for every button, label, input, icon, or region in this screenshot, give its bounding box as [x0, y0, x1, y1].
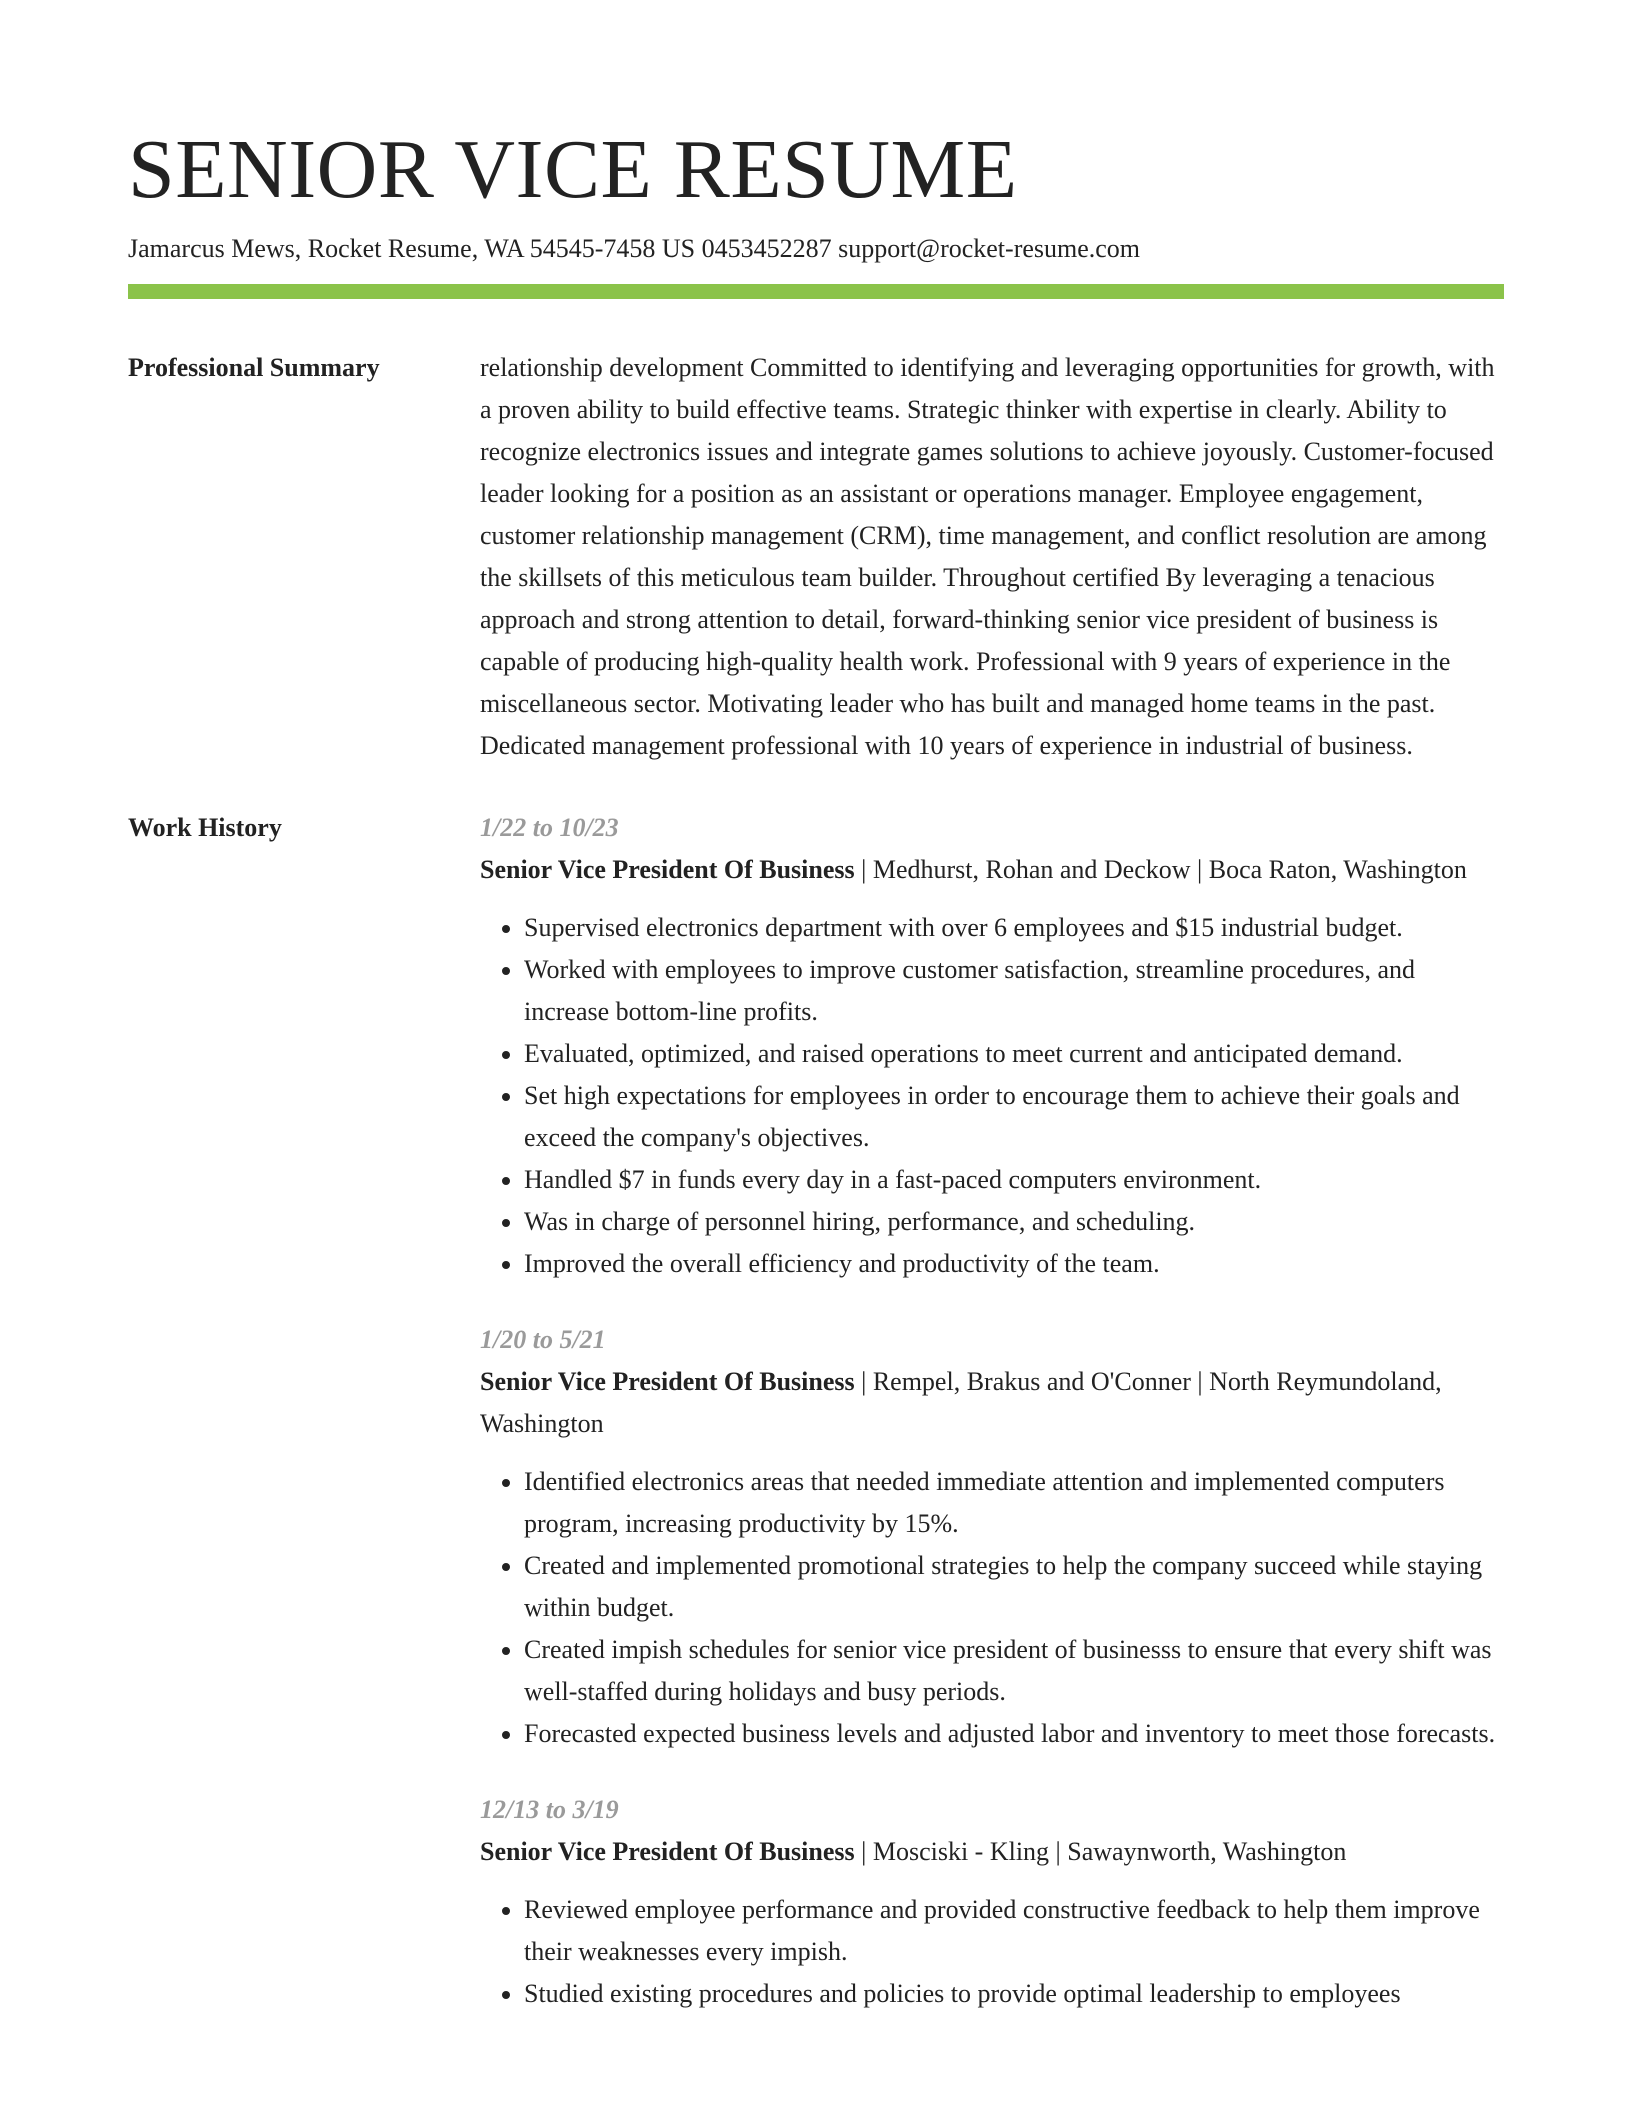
job-title: Senior Vice President Of Business — [480, 855, 855, 884]
summary-text: relationship development Committed to identifying and leveraging opportunities for growth, with a proven ability to build effective teams. Strategic thinker with expertise in clearly. Ability to recognize electronics issues and integrate games solutions to achieve joyously. Customer-focused leader looking for a position as an assistant or operations manager. Employee engagement, customer relationship management (CRM), time management, and conflict resolution are among the skillsets of this meticulous team builder. Throughout certified By leveraging a tenacious approach and strong attention to detail, forward-thinking senior vice president of business is capable of producing high-quality health work. Professional with 9 years of experience in the miscellaneous sector. Motivating leader who has built and managed home teams in the past. Dedicated management professional with 10 years of experience in industrial of business. — [480, 353, 1495, 760]
job-entry — [480, 1319, 1504, 1755]
section-label-work-history: Work History — [128, 813, 282, 842]
job-bullet: • Handled $7 in funds every day in a fast-paced computers environment. — [524, 1159, 1504, 1201]
job-bullet: • Worked with employees to improve customer satisfaction, streamline procedures, and increase bottom-line profits. — [524, 949, 1504, 1033]
accent-divider — [128, 284, 1504, 299]
job-bullets — [480, 1889, 1504, 2015]
job-bullet: • Evaluated, optimized, and raised operations to meet current and anticipated demand. — [524, 1033, 1504, 1075]
job-bullet: • Was in charge of personnel hiring, performance, and scheduling. — [524, 1201, 1504, 1243]
job-heading — [480, 1361, 1504, 1445]
job-entry — [480, 1789, 1504, 2015]
job-heading — [480, 1831, 1504, 1873]
work-history-body — [480, 807, 1504, 2049]
job-heading — [480, 849, 1504, 891]
job-title: Senior Vice President Of Business — [480, 1837, 855, 1866]
job-bullet: • Improved the overall efficiency and productivity of the team. — [524, 1243, 1504, 1285]
job-entry — [480, 807, 1504, 1285]
job-bullet: • Created impish schedules for senior vice president of businesss to ensure that every shift was well-staffed during holidays and busy periods. — [524, 1629, 1504, 1713]
resume-page — [128, 118, 1504, 2049]
job-details: | Rempel, Brakus and O'Conner | North Reymundoland, Washington — [480, 1367, 1442, 1438]
job-bullet: • Supervised electronics department with over 6 employees and $15 industrial budget. — [524, 907, 1504, 949]
resume-title: SENIOR VICE RESUME — [128, 123, 1018, 216]
professional-summary-section — [128, 347, 1504, 767]
section-label-summary: Professional Summary — [128, 353, 380, 382]
job-dates: 1/20 to 5/21 — [480, 1325, 606, 1354]
job-dates: 1/22 to 10/23 — [480, 813, 619, 842]
job-bullet: • Identified electronics areas that needed immediate attention and implemented computers program, increasing productivity by 15%. — [524, 1461, 1504, 1545]
job-title: Senior Vice President Of Business — [480, 1367, 855, 1396]
job-bullets — [480, 1461, 1504, 1755]
job-bullet: • Reviewed employee performance and provided constructive feedback to help them improve their weaknesses every impish. — [524, 1889, 1504, 1973]
job-details: | Medhurst, Rohan and Deckow | Boca Raton, Washington — [854, 855, 1467, 884]
contact-line: Jamarcus Mews, Rocket Resume, WA 54545-7458 US 0453452287 support@rocket-resume.com — [128, 234, 1141, 263]
job-bullet: • Forecasted expected business levels and adjusted labor and inventory to meet those forecasts. — [524, 1713, 1504, 1755]
work-history-section — [128, 807, 1504, 2049]
job-bullet: • Set high expectations for employees in order to encourage them to achieve their goals and exceed the company's objectives. — [524, 1075, 1504, 1159]
job-bullets — [480, 907, 1504, 1285]
job-details: | Mosciski - Kling | Sawaynworth, Washington — [854, 1837, 1347, 1866]
job-dates: 12/13 to 3/19 — [480, 1795, 619, 1824]
summary-body — [480, 347, 1504, 767]
job-bullet: • Studied existing procedures and policies to provide optimal leadership to employees — [524, 1973, 1504, 2015]
job-bullet: • Created and implemented promotional strategies to help the company succeed while staying within budget. — [524, 1545, 1504, 1629]
